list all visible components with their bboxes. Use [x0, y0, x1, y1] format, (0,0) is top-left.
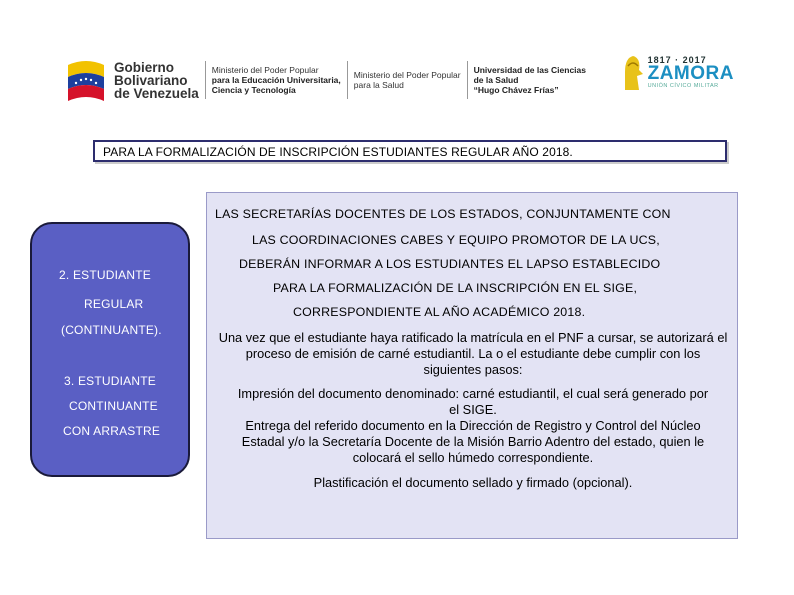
uni-line-2: de la Salud [473, 75, 519, 85]
student-types-panel [30, 222, 190, 477]
student-type-2-line-2: REGULAR [84, 297, 144, 311]
zamora-word: ZAMORA [647, 63, 734, 84]
ministry-education [212, 65, 341, 95]
student-type-3-line-2: CONTINUANTE [69, 399, 158, 413]
gob-line-2: Bolivariano [114, 72, 188, 88]
notice-line-4: PARA LA FORMALIZACIÓN DE LA INSCRIPCIÓN EN EL SIGE, [273, 281, 638, 295]
notice-line-3: DEBERÁN INFORMAR A LOS ESTUDIANTES EL LAPSO ESTABLECIDO [239, 257, 661, 271]
notice-line-5: CORRESPONDIENTE AL AÑO ACADÉMICO 2018. [293, 305, 586, 319]
header-banner [64, 48, 734, 112]
student-type-2-line-1: 2. ESTUDIANTE [59, 268, 151, 282]
intro-paragraph: Una vez que el estudiante haya ratificado la matrícula en el PNF a cursar, se autorizará el proceso de emisión de carné estudiantil. La o el estudiante debe cumplir con los siguientes pasos: [218, 330, 728, 377]
university-ucs [474, 65, 586, 95]
student-type-2-line-3: (CONTINUANTE). [61, 323, 162, 337]
min2-line-2: para la Salud [353, 80, 404, 90]
notice-line-2: LAS COORDINACIONES CABES Y EQUIPO PROMOTOR DE LA UCS, [252, 233, 660, 247]
divider [347, 61, 348, 99]
zamora-logo [619, 52, 734, 92]
step-deliver-document: Entrega del referido documento en la Dirección de Registro y Control del Núcleo Estadal y/o la Secretaría Docente de la Misión Barrio Adentro del estado, quien le colocará el sello húmedo correspondiente. [241, 418, 705, 465]
instructions-panel [206, 192, 738, 539]
zamora-years: 1817 · 2017 [647, 55, 707, 65]
min1-line-2: para la Educación Universitaria, [211, 75, 341, 85]
min2-line-1: Ministerio del Poder Popular [353, 70, 461, 80]
uni-line-3: “Hugo Chávez Frías” [473, 85, 559, 95]
venezuela-flag-icon [64, 57, 108, 103]
title-box [93, 140, 727, 162]
step-print-card: Impresión del documento denominado: carné estudiantil, el cual será generado por el SIGE. [237, 386, 709, 417]
zamora-portrait-icon [619, 52, 645, 92]
divider [205, 61, 206, 99]
step-laminate: Plastificación el documento sellado y firmado (opcional). [313, 475, 633, 490]
gob-line-3: de Venezuela [114, 85, 199, 101]
gob-line-1: Gobierno [114, 59, 174, 75]
page-title: PARA LA FORMALIZACIÓN DE INSCRIPCIÓN ESTUDIANTES REGULAR AÑO 2018. [103, 145, 573, 159]
ministry-health [354, 70, 461, 90]
gobierno-logo [64, 57, 199, 103]
zamora-subtitle: UNIÓN CÍVICO MILITAR [647, 83, 719, 89]
min1-line-1: Ministerio del Poder Popular [211, 65, 319, 75]
min1-line-3: Ciencia y Tecnología [211, 85, 296, 95]
notice-line-1: LAS SECRETARÍAS DOCENTES DE LOS ESTADOS, CONJUNTAMENTE CON [215, 207, 671, 221]
uni-line-1: Universidad de las Ciencias [473, 65, 587, 75]
student-type-3-line-3: CON ARRASTRE [63, 424, 161, 438]
student-type-3-line-1: 3. ESTUDIANTE [64, 374, 156, 388]
divider [467, 61, 468, 99]
